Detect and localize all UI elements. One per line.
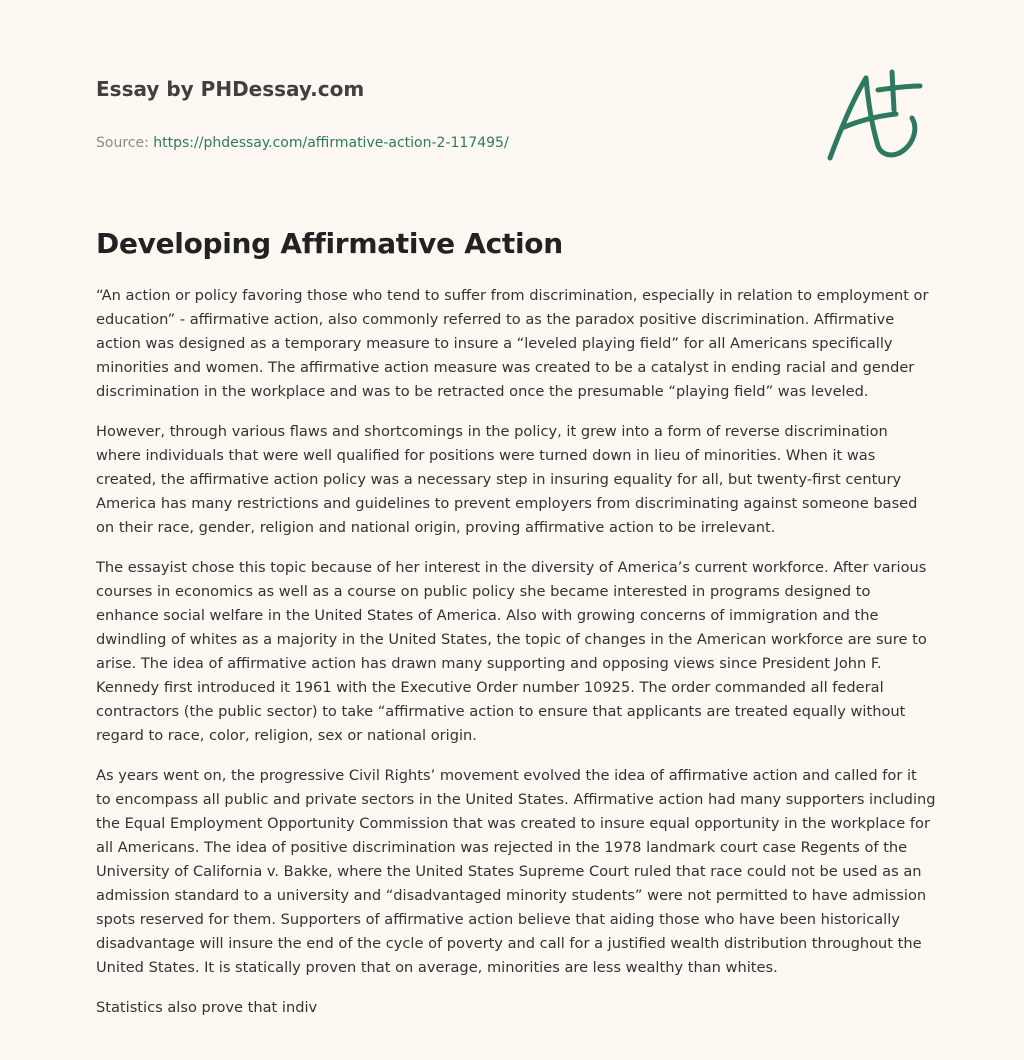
source-line <box>96 134 796 152</box>
a-plus-logo-icon <box>822 66 926 166</box>
site-title: Essay by PHDessay.com <box>96 77 365 101</box>
essay-body <box>96 284 936 1036</box>
essay-paragraph: However, through various flaws and shortcomings in the policy, it grew into a form of reverse discrimination where individuals that were well qualified for positions were turned down in lieu of minorities. When it was created, the affirmative action policy was a necessary step in insuring equality for all, but twenty-first century America has many restrictions and guidelines to prevent employers from discriminating against someone based on their race, gender, religion and national origin, proving affirmative action to be irrelevant. <box>96 423 918 536</box>
essay-title: Developing Affirmative Action <box>96 227 563 260</box>
logo-plus-horizontal <box>878 86 920 90</box>
essay-paragraph: “An action or policy favoring those who tend to suffer from discrimination, especially in relation to employment or education” - affirmative action, also commonly referred to as the paradox positive discrimination. Affirmative action was designed as a temporary measure to insure a “leveled playing field” for all Americans specifically minorities and women. The affirmative action measure was created to be a catalyst in ending racial and gender discrimination in the workplace and was to be retracted once the presumable “playing field” was leveled. <box>96 287 929 400</box>
logo-plus-vertical <box>892 72 894 110</box>
logo-a-left-stroke <box>830 78 866 158</box>
essay-header <box>96 74 796 152</box>
essay-paragraph: As years went on, the progressive Civil Rights’ movement evolved the idea of affirmative action and called for it to encompass all public and private sectors in the United States. Affirmative action had many supporters including the Equal Employment Opportunity Commission that was created to insure equal opportunity in the workplace for all Americans. The idea of positive discrimination was rejected in the 1978 landmark court case Regents of the University of California v. Bakke, where the United States Supreme Court ruled that race could not be used as an admission standard to a university and “disadvantaged minority students” were not permitted to have admission spots reserved for them. Supporters of affirmative action believe that aiding those who have been historically disadvantage will insure the end of the cycle of poverty and call for a justified wealth distribution throughout the United States. It is statically proven that on average, minorities are less wealthy than whites. <box>96 767 936 976</box>
source-link[interactable]: https://phdessay.com/affirmative-action-2-117495/ <box>153 135 509 151</box>
a-plus-logo-svg <box>822 66 926 166</box>
source-label: Source: <box>96 135 149 151</box>
essay-paragraph-truncated: Statistics also prove that indiv <box>96 999 318 1016</box>
essay-paragraph: The essayist chose this topic because of her interest in the diversity of America’s current workforce. After various courses in economics as well as a course on public policy she became interested in programs designed to enhance social welfare in the United States of America. Also with growing concerns of immigration and the dwindling of whites as a majority in the United States, the topic of changes in the American workforce are sure to arise. The idea of affirmative action has drawn many supporting and opposing views since President John F. Kennedy first introduced it 1961 with the Executive Order number 10925. The order commanded all federal contractors (the public sector) to take “affirmative action to ensure that applicants are treated equally without regard to race, color, religion, sex or national origin. <box>96 559 927 744</box>
